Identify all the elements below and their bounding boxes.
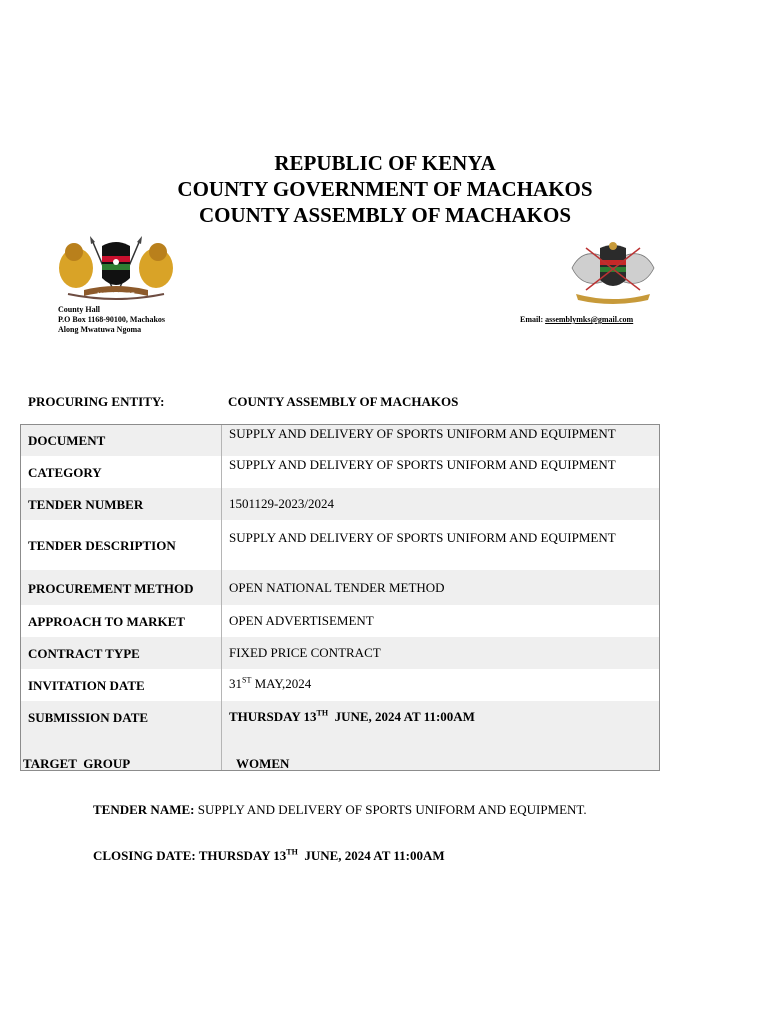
row-label-target-group: TARGET GROUP [23,756,131,771]
address-block [58,305,165,335]
closing-date-line: CLOSING DATE: THURSDAY 13TH JUNE, 2024 AT 11:00AM [93,847,445,863]
row-label-contract-type: CONTRACT TYPE [28,646,140,661]
row-label-document: DOCUMENT [28,433,106,448]
document-header [0,150,770,228]
table-row [21,425,659,456]
row-label-submission-date: SUBMISSION DATE [28,710,149,725]
row-value-submission-date: THURSDAY 13TH JUNE, 2024 AT 11:00AM [229,708,475,724]
row-value-contract-type: FIXED PRICE CONTRACT [229,645,381,660]
kenya-coat-of-arms-icon [54,234,178,304]
table-row [21,570,659,605]
table-row [21,488,659,520]
row-label-approach-to-market: APPROACH TO MARKET [28,614,185,629]
column-divider [221,425,222,770]
table-row [21,605,659,637]
tender-name-line [93,802,587,818]
row-label-procurement-method: PROCUREMENT METHOD [28,581,194,596]
table-row [21,637,659,669]
address-line: County Hall [58,305,101,314]
email-block [520,315,633,324]
procuring-entity-label: PROCURING ENTITY: [28,394,165,409]
row-value-tender-description: SUPPLY AND DELIVERY OF SPORTS UNIFORM AND EQUIPMENT [229,530,616,545]
tender-name-value: SUPPLY AND DELIVERY OF SPORTS UNIFORM AND EQUIPMENT. [194,802,587,817]
header-line-republic: REPUBLIC OF KENYA [274,151,496,175]
email-link[interactable]: assemblymks@gmail.com [545,315,634,324]
address-line: P.O Box 1168-90100, Machakos [58,315,166,324]
procuring-entity-value: COUNTY ASSEMBLY OF MACHAKOS [228,394,459,409]
address-line: Along Mwatuwa Ngoma [58,325,142,334]
header-line-county-government: COUNTY GOVERNMENT OF MACHAKOS [177,177,593,201]
row-value-approach-to-market: OPEN ADVERTISEMENT [229,613,374,628]
table-row [21,520,659,570]
row-value-document: SUPPLY AND DELIVERY OF SPORTS UNIFORM AND EQUIPMENT [229,426,616,441]
tender-name-label: TENDER NAME: [93,802,195,817]
county-assembly-emblem-icon [562,238,664,306]
row-label-category: CATEGORY [28,465,102,480]
header-line-county-assembly: COUNTY ASSEMBLY OF MACHAKOS [198,203,572,227]
row-label-invitation-date: INVITATION DATE [28,678,145,693]
table-row [21,456,659,488]
tender-details-table [20,424,660,771]
row-value-procurement-method: OPEN NATIONAL TENDER METHOD [229,580,445,595]
table-row [21,669,659,701]
row-value-category: SUPPLY AND DELIVERY OF SPORTS UNIFORM AND EQUIPMENT [229,457,616,472]
row-value-tender-number: 1501129-2023/2024 [229,496,334,511]
motto-text: HARAMBEE [97,292,135,299]
email-label: Email: [520,315,544,324]
row-value-invitation-date: 31ST MAY,2024 [229,675,312,691]
row-label-tender-number: TENDER NUMBER [28,497,144,512]
row-label-tender-description: TENDER DESCRIPTION [28,538,176,553]
row-value-target-group: WOMEN [236,756,290,771]
